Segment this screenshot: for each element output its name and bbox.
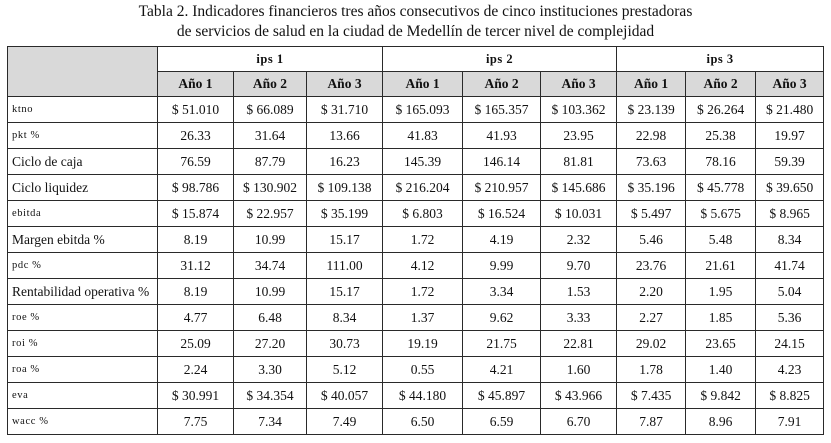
table-cell: 23.65 xyxy=(686,331,756,357)
row-label: Margen ebitda % xyxy=(8,227,158,253)
table-cell: $ 7.435 xyxy=(617,383,686,409)
table-cell: 3.30 xyxy=(234,357,307,383)
row-label: roa % xyxy=(8,357,158,383)
table-cell: 1.78 xyxy=(617,357,686,383)
table-cell: $ 45.778 xyxy=(686,175,756,201)
table-row xyxy=(8,331,824,357)
table-row xyxy=(8,149,824,175)
table-cell: 4.77 xyxy=(158,305,234,331)
table-cell: $ 43.966 xyxy=(541,383,617,409)
table-cell: $ 6.803 xyxy=(383,201,463,227)
table-cell: 111.00 xyxy=(307,253,383,279)
year-header-cell: Año 2 xyxy=(463,72,541,97)
table-cell: 19.19 xyxy=(383,331,463,357)
table-row xyxy=(8,279,824,305)
table-cell: $ 103.362 xyxy=(541,97,617,123)
table-cell: $ 5.497 xyxy=(617,201,686,227)
table-row xyxy=(8,357,824,383)
table-cell: 73.63 xyxy=(617,149,686,175)
table-cell: 29.02 xyxy=(617,331,686,357)
table-cell: 1.85 xyxy=(686,305,756,331)
corner-cell xyxy=(8,47,158,97)
table-cell: $ 10.031 xyxy=(541,201,617,227)
table-cell: 2.24 xyxy=(158,357,234,383)
table-cell: 15.17 xyxy=(307,279,383,305)
table-cell: $ 5.675 xyxy=(686,201,756,227)
row-label: eva xyxy=(8,383,158,409)
row-label: roi % xyxy=(8,331,158,357)
table-cell: 1.72 xyxy=(383,227,463,253)
table-cell: 15.17 xyxy=(307,227,383,253)
table-cell: 5.04 xyxy=(756,279,824,305)
row-label: pdc % xyxy=(8,253,158,279)
table-cell: 81.81 xyxy=(541,149,617,175)
table-cell: 30.73 xyxy=(307,331,383,357)
table-cell: 21.61 xyxy=(686,253,756,279)
table-cell: 13.66 xyxy=(307,123,383,149)
table-cell: $ 35.196 xyxy=(617,175,686,201)
table-cell: 31.64 xyxy=(234,123,307,149)
group-header-ips-2: ips 2 xyxy=(383,47,617,72)
table-cell: 2.27 xyxy=(617,305,686,331)
table-cell: 7.34 xyxy=(234,409,307,435)
table-cell: $ 44.180 xyxy=(383,383,463,409)
table-cell: $ 8.825 xyxy=(756,383,824,409)
table-cell: 145.39 xyxy=(383,149,463,175)
table-cell: 10.99 xyxy=(234,279,307,305)
table-cell: 41.83 xyxy=(383,123,463,149)
year-header-cell: Año 3 xyxy=(541,72,617,97)
group-header-ips-3: ips 3 xyxy=(617,47,824,72)
table-cell: 4.23 xyxy=(756,357,824,383)
table-cell: $ 130.902 xyxy=(234,175,307,201)
table-cell: 3.34 xyxy=(463,279,541,305)
row-label: ktno xyxy=(8,97,158,123)
table-cell: 31.12 xyxy=(158,253,234,279)
table-cell: $ 22.957 xyxy=(234,201,307,227)
table-cell: 25.09 xyxy=(158,331,234,357)
table-cell: 24.15 xyxy=(756,331,824,357)
table-cell: 9.62 xyxy=(463,305,541,331)
table-cell: $ 45.897 xyxy=(463,383,541,409)
table-cell: $ 145.686 xyxy=(541,175,617,201)
year-header-cell: Año 1 xyxy=(617,72,686,97)
table-row xyxy=(8,97,824,123)
year-header-cell: Año 2 xyxy=(234,72,307,97)
table-cell: 6.50 xyxy=(383,409,463,435)
table-cell: 7.91 xyxy=(756,409,824,435)
table-cell: 10.99 xyxy=(234,227,307,253)
table-cell: 78.16 xyxy=(686,149,756,175)
table-row xyxy=(8,201,824,227)
caption-line-1: Tabla 2. Indicadores financieros tres años consecutivos de cinco instituciones prestadoras xyxy=(138,3,693,20)
table-cell: 1.60 xyxy=(541,357,617,383)
table-cell: 4.12 xyxy=(383,253,463,279)
table-cell: 146.14 xyxy=(463,149,541,175)
table-cell: 1.37 xyxy=(383,305,463,331)
row-label: Ciclo de caja xyxy=(8,149,158,175)
caption-line-2: de servicios de salud en la ciudad de Medellín de tercer nivel de complejidad xyxy=(176,23,655,40)
table-cell: 8.96 xyxy=(686,409,756,435)
year-header-cell: Año 3 xyxy=(756,72,824,97)
table-caption xyxy=(0,2,831,42)
table-row xyxy=(8,305,824,331)
table-cell: 22.81 xyxy=(541,331,617,357)
table-cell: 16.23 xyxy=(307,149,383,175)
table-cell: 3.33 xyxy=(541,305,617,331)
table-cell: 19.97 xyxy=(756,123,824,149)
table-cell: 8.34 xyxy=(307,305,383,331)
row-label: Rentabilidad operativa % xyxy=(8,279,158,305)
table-cell: $ 66.089 xyxy=(234,97,307,123)
table-row xyxy=(8,175,824,201)
row-label: Ciclo liquidez xyxy=(8,175,158,201)
ips-header-row xyxy=(8,47,824,72)
table-cell: 7.75 xyxy=(158,409,234,435)
table-cell: $ 165.093 xyxy=(383,97,463,123)
table-cell: $ 23.139 xyxy=(617,97,686,123)
table-cell: 9.70 xyxy=(541,253,617,279)
table-cell: 27.20 xyxy=(234,331,307,357)
row-label: roe % xyxy=(8,305,158,331)
table-cell: 6.70 xyxy=(541,409,617,435)
table-cell: $ 98.786 xyxy=(158,175,234,201)
table-row xyxy=(8,227,824,253)
table-cell: 5.46 xyxy=(617,227,686,253)
table-row xyxy=(8,253,824,279)
table-cell: 59.39 xyxy=(756,149,824,175)
table-cell: 4.21 xyxy=(463,357,541,383)
table-body xyxy=(8,97,824,435)
year-header-cell: Año 1 xyxy=(158,72,234,97)
table-cell: 41.93 xyxy=(463,123,541,149)
table-cell: 22.98 xyxy=(617,123,686,149)
table-cell: 1.95 xyxy=(686,279,756,305)
table-row xyxy=(8,383,824,409)
table-cell: 41.74 xyxy=(756,253,824,279)
table-cell: $ 210.957 xyxy=(463,175,541,201)
table-cell: 9.99 xyxy=(463,253,541,279)
table-cell: 8.19 xyxy=(158,227,234,253)
table-cell: $ 8.965 xyxy=(756,201,824,227)
table-cell: $ 26.264 xyxy=(686,97,756,123)
table-cell: 1.53 xyxy=(541,279,617,305)
table-cell: $ 21.480 xyxy=(756,97,824,123)
table-cell: 23.95 xyxy=(541,123,617,149)
table-cell: $ 165.357 xyxy=(463,97,541,123)
table-cell: 8.19 xyxy=(158,279,234,305)
table-cell: 26.33 xyxy=(158,123,234,149)
table-cell: $ 31.710 xyxy=(307,97,383,123)
table-cell: 21.75 xyxy=(463,331,541,357)
table-cell: 0.55 xyxy=(383,357,463,383)
table-cell: $ 15.874 xyxy=(158,201,234,227)
table-cell: 76.59 xyxy=(158,149,234,175)
table-cell: 5.36 xyxy=(756,305,824,331)
group-header-ips-1: ips 1 xyxy=(158,47,383,72)
table-cell: 5.48 xyxy=(686,227,756,253)
row-label: ebitda xyxy=(8,201,158,227)
table-cell: 23.76 xyxy=(617,253,686,279)
table-row xyxy=(8,123,824,149)
table-cell: 7.87 xyxy=(617,409,686,435)
table-cell: 5.12 xyxy=(307,357,383,383)
table-cell: 6.48 xyxy=(234,305,307,331)
table-row xyxy=(8,409,824,435)
table-cell: $ 35.199 xyxy=(307,201,383,227)
table-cell: 7.49 xyxy=(307,409,383,435)
table-cell: $ 16.524 xyxy=(463,201,541,227)
table-cell: $ 40.057 xyxy=(307,383,383,409)
row-label: pkt % xyxy=(8,123,158,149)
table-cell: $ 39.650 xyxy=(756,175,824,201)
table-cell: $ 109.138 xyxy=(307,175,383,201)
year-header-cell: Año 3 xyxy=(307,72,383,97)
table-cell: $ 216.204 xyxy=(383,175,463,201)
row-label: wacc % xyxy=(8,409,158,435)
table-cell: $ 9.842 xyxy=(686,383,756,409)
table-cell: 8.34 xyxy=(756,227,824,253)
table-cell: 87.79 xyxy=(234,149,307,175)
table-cell: $ 34.354 xyxy=(234,383,307,409)
table-cell: 6.59 xyxy=(463,409,541,435)
table-cell: $ 30.991 xyxy=(158,383,234,409)
table-cell: $ 51.010 xyxy=(158,97,234,123)
table-cell: 2.32 xyxy=(541,227,617,253)
table-cell: 2.20 xyxy=(617,279,686,305)
year-header-cell: Año 2 xyxy=(686,72,756,97)
table-cell: 1.40 xyxy=(686,357,756,383)
table-cell: 25.38 xyxy=(686,123,756,149)
indicators-table xyxy=(7,46,824,435)
table-cell: 1.72 xyxy=(383,279,463,305)
table-cell: 4.19 xyxy=(463,227,541,253)
year-header-cell: Año 1 xyxy=(383,72,463,97)
table-cell: 34.74 xyxy=(234,253,307,279)
